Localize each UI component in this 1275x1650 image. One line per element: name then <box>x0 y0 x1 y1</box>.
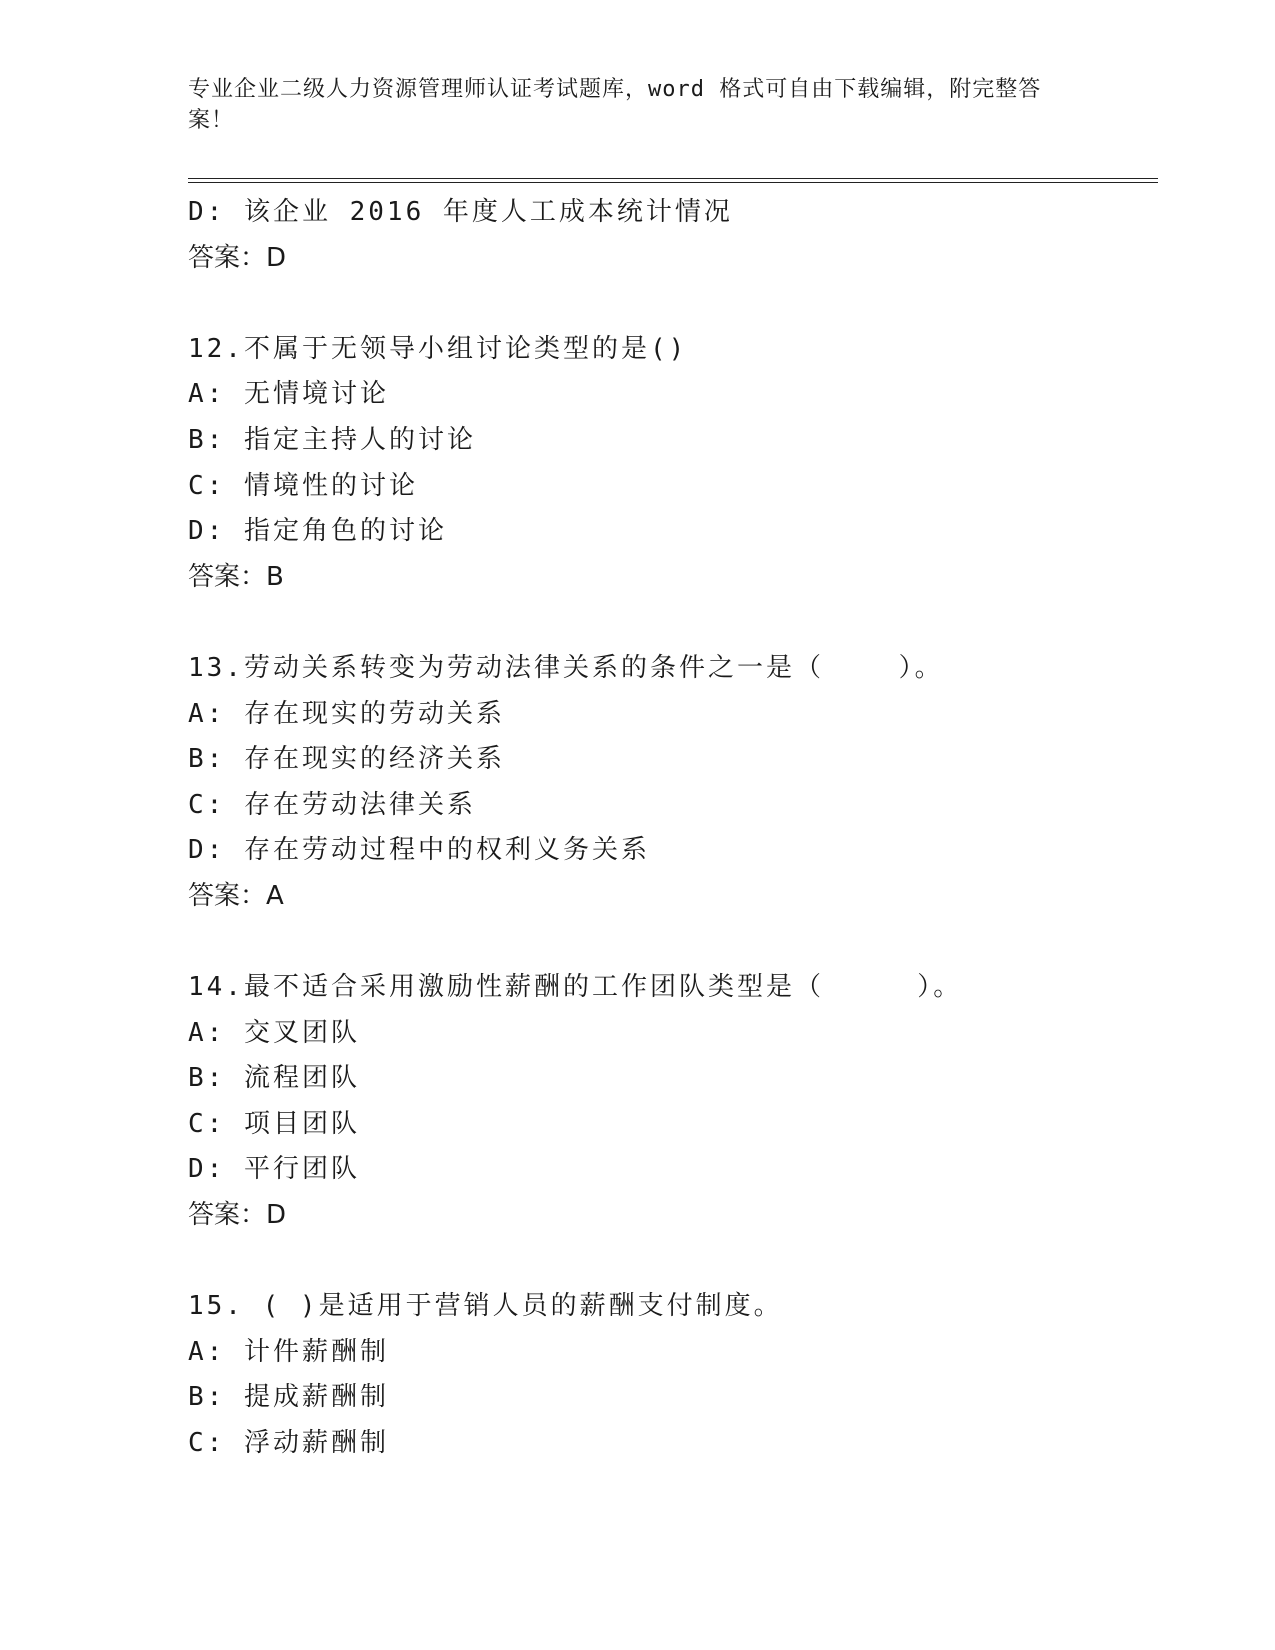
option-d: D: 存在劳动过程中的权利义务关系 <box>188 835 650 866</box>
answer-line: 答案：A <box>188 880 284 911</box>
option-a: A: 无情境讨论 <box>188 379 389 410</box>
option-a: A: 交叉团队 <box>188 1017 360 1048</box>
option-a: A: 存在现实的劳动关系 <box>188 698 505 729</box>
question-13: 13.劳动关系转变为劳动法律关系的条件之一是（ ）。 <box>188 652 944 683</box>
option-c: C: 情境性的讨论 <box>188 470 418 501</box>
answer-line: 答案：B <box>188 561 284 592</box>
option-b: B: 提成薪酬制 <box>188 1382 389 1413</box>
header-double-rule <box>188 178 1158 183</box>
question-15: 15. ( )是适用于营销人员的薪酬支付制度。 <box>188 1291 783 1322</box>
spacer <box>188 920 1158 966</box>
option-d: D: 平行团队 <box>188 1154 360 1185</box>
answer-line: 答案：D <box>188 1200 287 1231</box>
option-b: B: 流程团队 <box>188 1063 360 1094</box>
answer-line: 答案：D <box>188 242 287 273</box>
question-12: 12.不属于无领导小组讨论类型的是() <box>188 333 688 364</box>
document-page <box>188 0 1158 1650</box>
option-b: B: 指定主持人的讨论 <box>188 424 476 455</box>
spacer <box>188 281 1158 327</box>
option-d: D: 指定角色的讨论 <box>188 516 447 547</box>
spacer <box>188 600 1158 646</box>
option-c: C: 浮动薪酬制 <box>188 1428 389 1459</box>
option-c: C: 项目团队 <box>188 1108 360 1139</box>
option-c: C: 存在劳动法律关系 <box>188 789 476 820</box>
question-14: 14.最不适合采用激励性薪酬的工作团队类型是（ ）。 <box>188 972 963 1003</box>
option-d: D: 该企业 2016 年度人工成本统计情况 <box>188 197 733 227</box>
question-list <box>188 190 1158 1467</box>
option-a: A: 计件薪酬制 <box>188 1336 389 1367</box>
document-header: 专业企业二级人力资源管理师认证考试题库，word 格式可自由下载编辑，附完整答案！ <box>188 77 1042 133</box>
option-b: B: 存在现实的经济关系 <box>188 744 505 775</box>
spacer <box>188 1239 1158 1285</box>
